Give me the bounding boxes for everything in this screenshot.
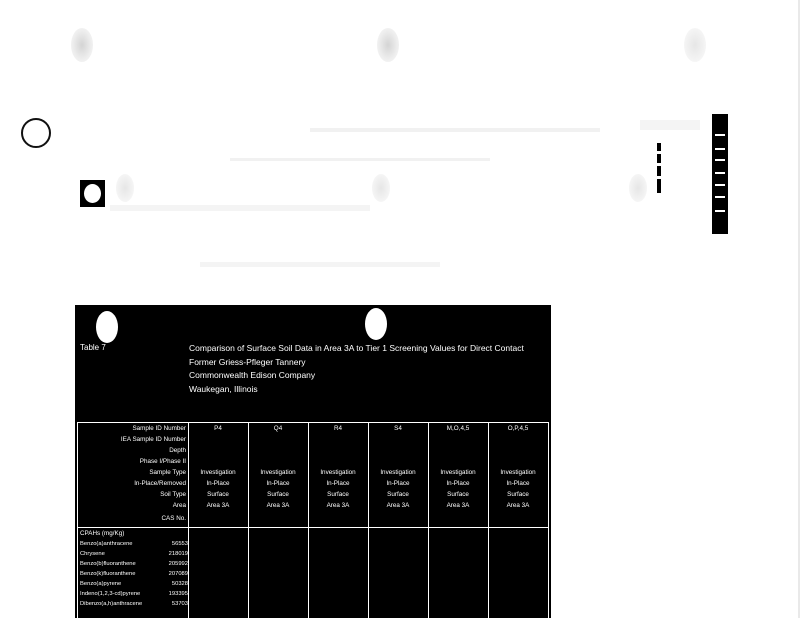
bleed-through-line: [230, 158, 490, 161]
soil-type-value: Surface: [327, 491, 349, 498]
analyte-cas: 193395: [168, 591, 188, 597]
sample-type: Investigation: [500, 469, 536, 476]
analyte-name: Chrysene: [80, 551, 105, 557]
in-place-value: In-Place: [326, 480, 350, 487]
area-value: Area 3A: [206, 502, 230, 509]
sample-id: R4: [333, 425, 343, 432]
row-label-area: Area: [172, 502, 186, 509]
analyte-cas: 207089: [168, 571, 188, 577]
row-label-phase: Phase I/Phase II: [139, 458, 186, 465]
area-value: Area 3A: [326, 502, 350, 509]
bleed-through-line: [310, 128, 600, 132]
edge-barcode: [712, 114, 728, 234]
title-line: Waukegan, Illinois: [189, 383, 258, 394]
analyte-name: Benzo(a)pyrene: [80, 581, 122, 587]
analyte-name: Benzo(k)fluoranthene: [80, 571, 136, 577]
in-place-value: In-Place: [386, 480, 410, 487]
in-place-value: In-Place: [506, 480, 530, 487]
area-value: Area 3A: [506, 502, 530, 509]
area-value: Area 3A: [386, 502, 410, 509]
sample-id: Q4: [273, 425, 283, 432]
scan-mark-square: [80, 180, 105, 207]
row-label-sample-id: Sample ID Number: [132, 425, 186, 432]
punch-hole-ghost-mid-left: [116, 174, 134, 202]
sample-column: [488, 423, 548, 527]
analyte-name: Benzo(a)anthracene: [80, 541, 133, 547]
sample-id: S4: [394, 425, 402, 432]
sample-type: Investigation: [320, 469, 356, 476]
row-label-in-place-removed: In-Place/Removed: [134, 480, 186, 487]
analyte-cas: 56553: [171, 541, 188, 547]
area-value: Area 3A: [446, 502, 470, 509]
punch-hole-ghost-mid-right: [629, 174, 647, 202]
data-grid: [77, 422, 549, 618]
table-title: [189, 342, 524, 396]
soil-type-value: Surface: [447, 491, 469, 498]
analyte-name: Dibenzo(a,h)anthracene: [80, 601, 143, 607]
in-place-value: In-Place: [266, 480, 290, 487]
sample-id: M,O,4,5: [446, 425, 470, 432]
soil-type-value: Surface: [207, 491, 229, 498]
sample-type: Investigation: [380, 469, 416, 476]
sample-type: Investigation: [200, 469, 236, 476]
sample-id: O,P,4,5: [507, 425, 529, 432]
table-sheet: [75, 305, 551, 618]
soil-type-value: Surface: [387, 491, 409, 498]
soil-type-value: Surface: [507, 491, 529, 498]
analyte-cas: 53703: [171, 601, 188, 607]
analyte-cas: 218019: [168, 551, 188, 557]
scan-mark-bar: [657, 143, 661, 193]
punch-hole-ring: [21, 118, 51, 148]
area-value: Area 3A: [266, 502, 290, 509]
punch-hole-center: [365, 308, 387, 340]
punch-hole-ghost-center: [377, 28, 399, 62]
in-place-value: In-Place: [206, 480, 230, 487]
sample-column: [428, 423, 488, 527]
sample-column: [308, 423, 368, 527]
analyte-name: Indeno(1,2,3-cd)pyrene: [80, 591, 141, 597]
punch-hole-left: [96, 311, 118, 343]
sample-id: P4: [214, 425, 222, 432]
sample-type: Investigation: [260, 469, 296, 476]
row-label-depth: Depth: [169, 447, 186, 454]
analyte-group-label: CPAHs (mg/Kg): [80, 530, 125, 537]
in-place-value: In-Place: [446, 480, 470, 487]
punch-hole-ghost-right: [684, 28, 706, 62]
row-label-cas-no: CAS No.: [161, 515, 186, 522]
bleed-through-smudge: [200, 262, 440, 267]
title-line: Commonwealth Edison Company: [189, 370, 316, 380]
analyte-cas: 205992: [168, 561, 188, 567]
sample-column: [248, 423, 308, 527]
title-line: Comparison of Surface Soil Data in Area 3A to Tier 1 Screening Values for Direct Contact: [189, 343, 524, 353]
title-line: Former Griess-Pfleger Tannery: [189, 356, 306, 367]
sample-type: Investigation: [440, 469, 476, 476]
bleed-through-smudge: [640, 120, 700, 130]
punch-hole-ghost-left: [71, 28, 93, 62]
row-label-iea-sample-id: IEA Sample ID Number: [120, 436, 186, 443]
analyte-name: Benzo(b)fluoranthene: [80, 561, 136, 567]
punch-hole-ghost-mid-center: [372, 174, 390, 202]
sample-column: [368, 423, 428, 527]
sample-column: [188, 423, 248, 527]
row-label-sample-type: Sample Type: [149, 469, 186, 476]
analyte-cas: 50328: [171, 581, 188, 587]
soil-type-value: Surface: [267, 491, 289, 498]
table-label: Table 7: [80, 343, 106, 352]
bleed-through-smudge: [110, 205, 370, 211]
row-label-soil-type: Soil Type: [160, 491, 186, 498]
